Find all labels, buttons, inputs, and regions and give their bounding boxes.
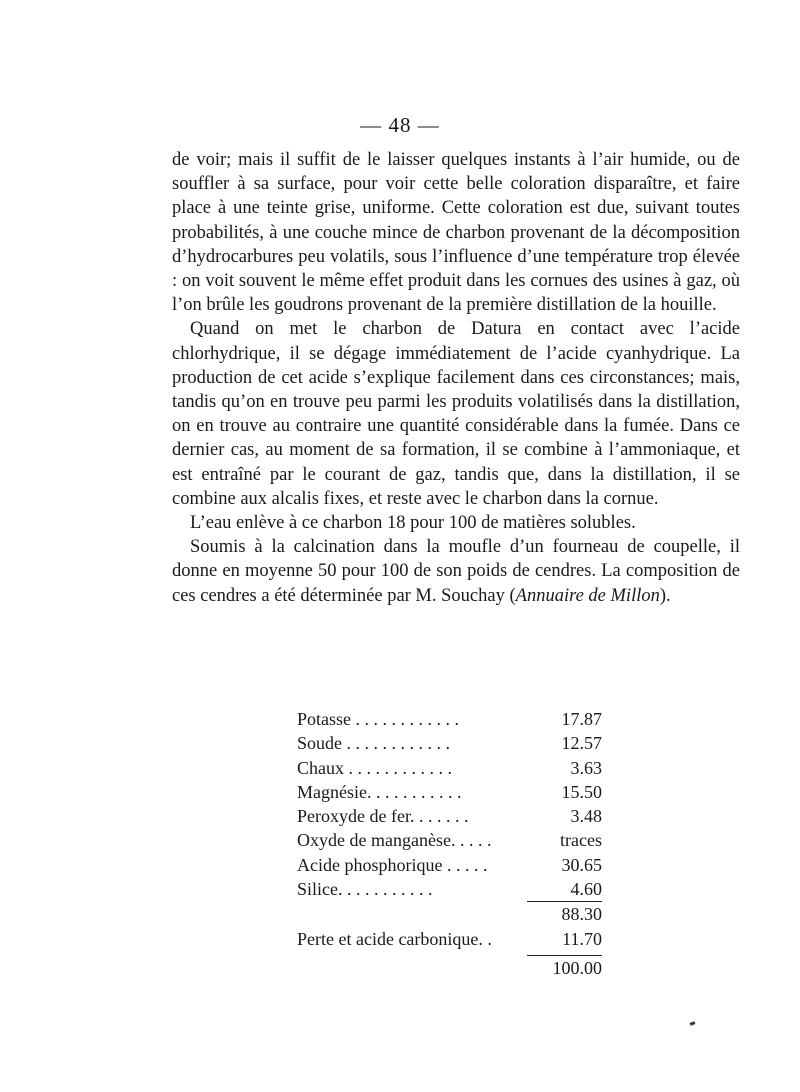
table-row xyxy=(297,877,602,901)
subtotal-value: 88.30 xyxy=(561,904,602,925)
page-number: — 48 — xyxy=(360,113,440,137)
paragraph-4-text: Soumis à la calcination dans la moufle d’un fourneau de coupelle, il donne en moyenne 50 pour 100 de son poids de cendres. La composition de ces cendres a été déterminée par M. Souchay ( xyxy=(172,537,740,606)
table-row xyxy=(297,756,602,780)
total-row xyxy=(297,956,602,980)
row-label: Magnésie. . . . . . . . . . . xyxy=(297,781,462,802)
row-label: Soude . . . . . . . . . . . . xyxy=(297,733,450,754)
table-row xyxy=(297,828,602,852)
row-value: 4.60 xyxy=(570,879,602,900)
remainder-label: Perte et acide carbonique. . xyxy=(297,928,492,949)
paragraph-3: L’eau enlève à ce charbon 18 pour 100 de matières solubles. xyxy=(190,513,636,534)
paragraph-2: Quand on met le charbon de Datura en contact avec l’acide chlorhydrique, il se dégage immédiatement de l’acide cyanhydrique. La production de cet acide s’explique facilement dans ces circonstances; mais, tandis qu’on en trouve peu parmi les produits volatilisés dans la distillation, on en trouve au contraire une quantité considérable dans la fumée. Dans ce dernier cas, au moment de sa formation, il se combine à l’ammoniaque, et est entraîné par le courant de gaz, tandis que, dans la distillation, il se combine aux alcalis fixes, et reste avec le charbon dans la cornue. xyxy=(172,319,740,509)
row-label: Silice. . . . . . . . . . . xyxy=(297,879,433,900)
paragraph-1: de voir; mais il suffit de le laisser quelques instants à l’air humide, ou de souffler à sa surface, pour voir cette belle coloration disparaître, et faire place à une teinte grise, uniforme. Cette coloration est due, suivant toutes probabilités, à une couche mince de charbon provenant de la décomposition d’hydrocarbures peu volatils, sous l’influence d’une température trop élevée : on voit souvent le même effet produit dans les cornues des usines à gaz, où l’on brûle les goudrons provenant de la première distillation de la houille. xyxy=(172,150,740,316)
row-label: Potasse . . . . . . . . . . . . xyxy=(297,709,459,729)
remainder-row xyxy=(297,927,602,951)
row-value: 15.50 xyxy=(561,781,602,802)
row-value: 3.63 xyxy=(570,757,602,778)
table-row xyxy=(297,804,602,828)
row-label: Oxyde de manganèse. . . . . xyxy=(297,830,492,851)
row-value: 12.57 xyxy=(561,733,602,754)
citation: Annuaire de Millon xyxy=(515,585,660,606)
row-label: Peroxyde de fer. . . . . . . xyxy=(297,806,469,827)
row-value: 17.87 xyxy=(561,709,602,729)
row-value: traces xyxy=(560,830,602,851)
paragraph-4-end: ). xyxy=(659,585,671,606)
row-value: 30.65 xyxy=(561,854,602,875)
table-row xyxy=(297,707,602,731)
ash-composition-table xyxy=(297,707,602,980)
subtotal-row xyxy=(297,902,602,926)
paragraph-4 xyxy=(172,535,740,608)
total-value: 100.00 xyxy=(552,957,602,978)
remainder-value: 11.70 xyxy=(562,928,602,949)
row-label: Acide phosphorique . . . . . xyxy=(297,854,488,875)
row-label: Chaux . . . . . . . . . . . . xyxy=(297,757,452,778)
table-row xyxy=(297,853,602,877)
row-value: 3.48 xyxy=(570,806,602,827)
table-row xyxy=(297,731,602,755)
table-row xyxy=(297,780,602,804)
body-text xyxy=(172,148,740,608)
ink-mark xyxy=(690,1021,696,1026)
